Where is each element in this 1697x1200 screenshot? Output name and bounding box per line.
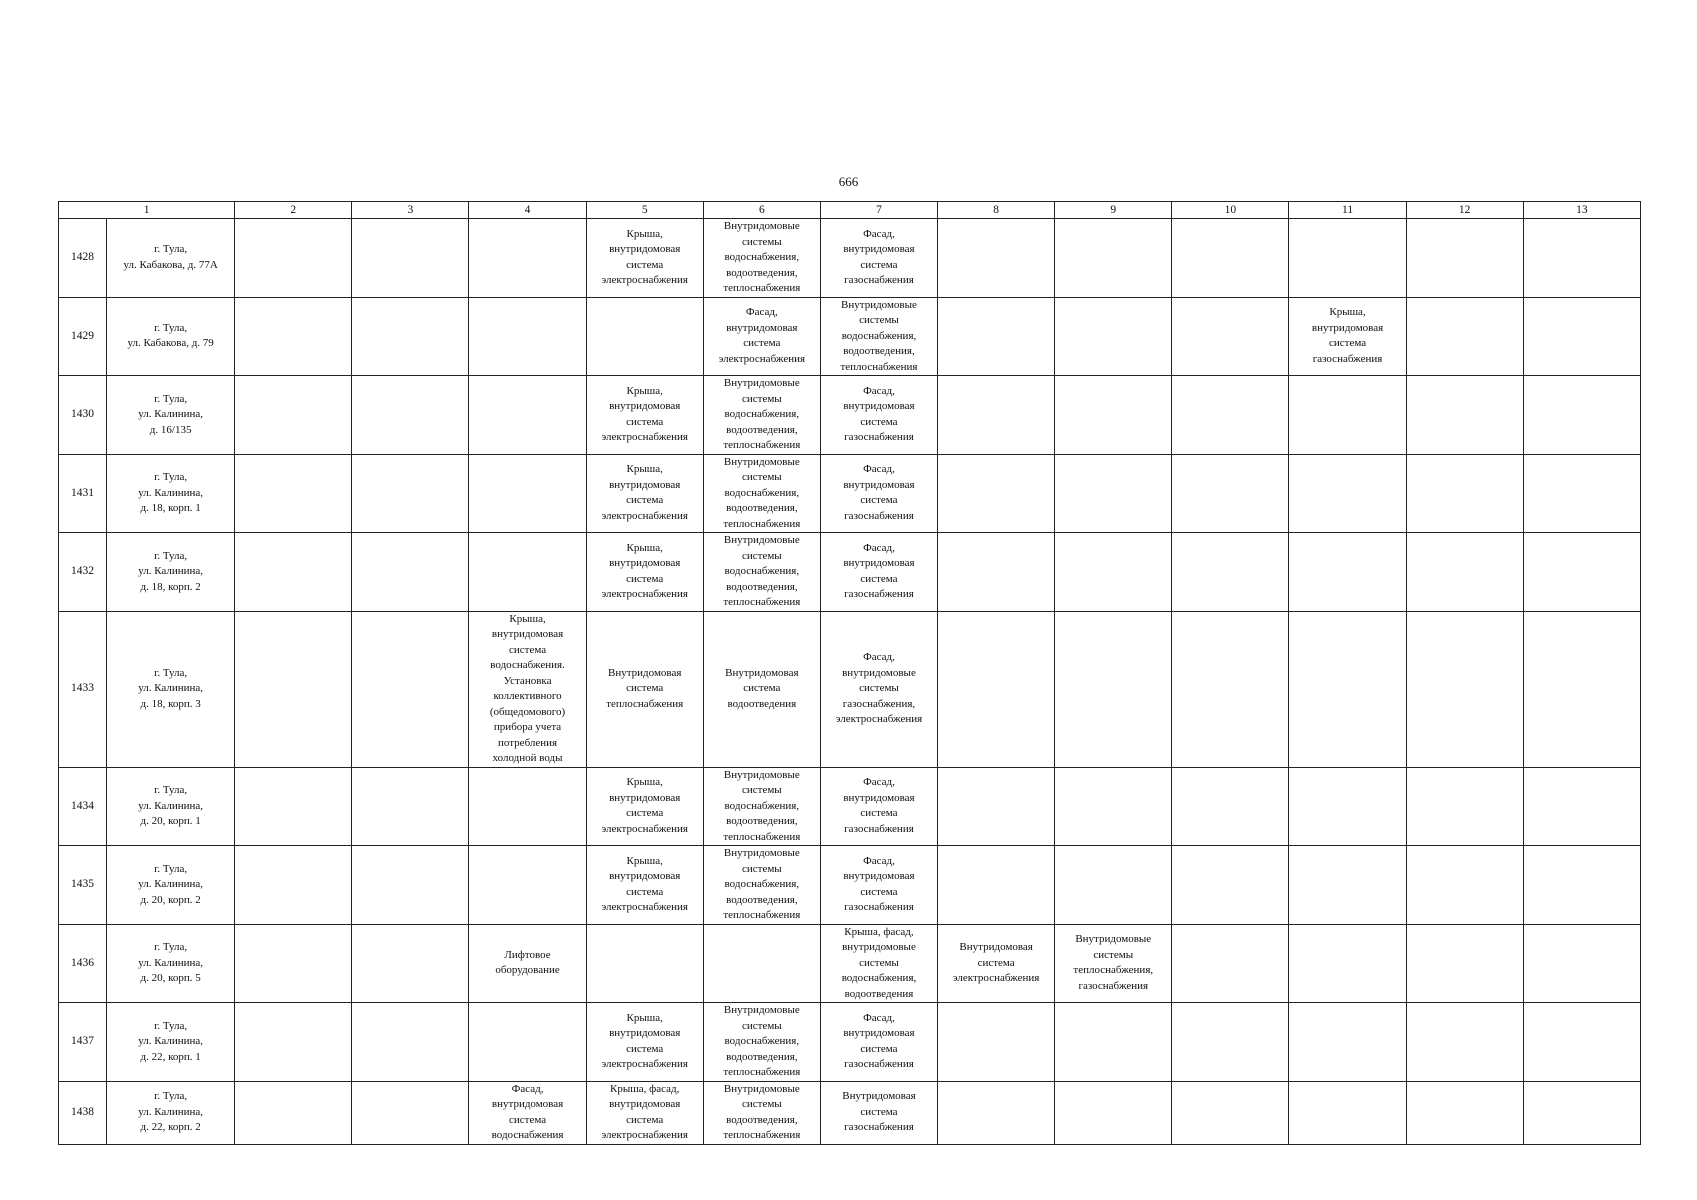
work-cell-13 <box>1523 611 1640 767</box>
work-cell-8 <box>938 454 1055 533</box>
row-number-cell: 1435 <box>59 846 107 925</box>
work-cell-2 <box>235 1081 352 1144</box>
work-cell-13 <box>1523 454 1640 533</box>
table-row <box>59 454 1641 533</box>
work-cell-4 <box>469 1003 586 1082</box>
work-cell-9 <box>1055 376 1172 455</box>
work-cell-12 <box>1406 1081 1523 1144</box>
work-cell-13 <box>1523 1081 1640 1144</box>
work-cell-5: Крыша, внутридомовая система электроснабжения <box>586 533 703 612</box>
column-header: 12 <box>1406 202 1523 219</box>
work-cell-10 <box>1172 1081 1289 1144</box>
work-cell-2 <box>235 924 352 1003</box>
work-cell-12 <box>1406 533 1523 612</box>
work-cell-6: Внутридомовые системы водоснабжения, водоотведения, теплоснабжения <box>703 767 820 846</box>
work-cell-7: Фасад, внутридомовая система газоснабжения <box>820 1003 937 1082</box>
work-cell-13 <box>1523 219 1640 298</box>
work-cell-2 <box>235 219 352 298</box>
work-cell-2 <box>235 376 352 455</box>
work-cell-11 <box>1289 376 1406 455</box>
work-cell-12 <box>1406 846 1523 925</box>
work-cell-7: Фасад, внутридомовая система газоснабжения <box>820 454 937 533</box>
work-cell-12 <box>1406 767 1523 846</box>
work-cell-4 <box>469 767 586 846</box>
column-header: 9 <box>1055 202 1172 219</box>
column-header: 4 <box>469 202 586 219</box>
work-cell-12 <box>1406 454 1523 533</box>
column-header: 11 <box>1289 202 1406 219</box>
work-cell-3 <box>352 219 469 298</box>
work-cell-3 <box>352 1003 469 1082</box>
work-cell-5: Крыша, внутридомовая система электроснабжения <box>586 846 703 925</box>
repair-schedule-table <box>58 201 1641 1145</box>
work-cell-9: Внутридомовые системы теплоснабжения, газоснабжения <box>1055 924 1172 1003</box>
work-cell-2 <box>235 846 352 925</box>
address-cell: г. Тула, ул. Калинина, д. 22, корп. 1 <box>107 1003 235 1082</box>
work-cell-8: Внутридомовая система электроснабжения <box>938 924 1055 1003</box>
column-header: 8 <box>938 202 1055 219</box>
table-row <box>59 767 1641 846</box>
work-cell-10 <box>1172 376 1289 455</box>
table-row <box>59 1003 1641 1082</box>
work-cell-4 <box>469 376 586 455</box>
work-cell-4 <box>469 533 586 612</box>
work-cell-5: Крыша, внутридомовая система электроснабжения <box>586 767 703 846</box>
work-cell-13 <box>1523 297 1640 376</box>
work-cell-3 <box>352 297 469 376</box>
work-cell-13 <box>1523 376 1640 455</box>
work-cell-13 <box>1523 1003 1640 1082</box>
work-cell-11 <box>1289 454 1406 533</box>
work-cell-13 <box>1523 533 1640 612</box>
table-row <box>59 219 1641 298</box>
work-cell-6: Внутридомовые системы водоотведения, теплоснабжения <box>703 1081 820 1144</box>
row-number-cell: 1434 <box>59 767 107 846</box>
work-cell-6: Внутридомовые системы водоснабжения, водоотведения, теплоснабжения <box>703 1003 820 1082</box>
table-row <box>59 1081 1641 1144</box>
work-cell-12 <box>1406 376 1523 455</box>
work-cell-2 <box>235 767 352 846</box>
work-cell-2 <box>235 297 352 376</box>
address-cell: г. Тула, ул. Калинина, д. 20, корп. 2 <box>107 846 235 925</box>
work-cell-3 <box>352 533 469 612</box>
work-cell-9 <box>1055 767 1172 846</box>
work-cell-9 <box>1055 454 1172 533</box>
address-cell: г. Тула, ул. Калинина, д. 20, корп. 5 <box>107 924 235 1003</box>
work-cell-9 <box>1055 533 1172 612</box>
work-cell-3 <box>352 611 469 767</box>
work-cell-12 <box>1406 219 1523 298</box>
work-cell-2 <box>235 454 352 533</box>
work-cell-9 <box>1055 297 1172 376</box>
work-cell-5 <box>586 924 703 1003</box>
work-cell-13 <box>1523 846 1640 925</box>
row-number-cell: 1428 <box>59 219 107 298</box>
column-header: 2 <box>235 202 352 219</box>
work-cell-2 <box>235 1003 352 1082</box>
work-cell-10 <box>1172 924 1289 1003</box>
work-cell-6: Внутридомовые системы водоснабжения, водоотведения, теплоснабжения <box>703 533 820 612</box>
work-cell-7: Фасад, внутридомовая система газоснабжения <box>820 376 937 455</box>
address-cell: г. Тула, ул. Калинина, д. 20, корп. 1 <box>107 767 235 846</box>
work-cell-2 <box>235 533 352 612</box>
work-cell-13 <box>1523 767 1640 846</box>
header-row <box>59 202 1641 219</box>
work-cell-10 <box>1172 219 1289 298</box>
work-cell-6: Внутридомовые системы водоснабжения, водоотведения, теплоснабжения <box>703 376 820 455</box>
row-number-cell: 1432 <box>59 533 107 612</box>
work-cell-8 <box>938 846 1055 925</box>
column-header: 6 <box>703 202 820 219</box>
column-header: 1 <box>59 202 235 219</box>
work-cell-12 <box>1406 1003 1523 1082</box>
work-cell-8 <box>938 533 1055 612</box>
work-cell-5: Крыша, фасад, внутридомовая система электроснабжения <box>586 1081 703 1144</box>
work-cell-6: Внутридомовые системы водоснабжения, водоотведения, теплоснабжения <box>703 846 820 925</box>
work-cell-10 <box>1172 1003 1289 1082</box>
address-cell: г. Тула, ул. Калинина, д. 18, корп. 1 <box>107 454 235 533</box>
work-cell-11 <box>1289 611 1406 767</box>
work-cell-4: Лифтовое оборудование <box>469 924 586 1003</box>
work-cell-9 <box>1055 1081 1172 1144</box>
work-cell-8 <box>938 297 1055 376</box>
work-cell-10 <box>1172 767 1289 846</box>
work-cell-6: Внутридомовые системы водоснабжения, водоотведения, теплоснабжения <box>703 219 820 298</box>
table-row <box>59 611 1641 767</box>
work-cell-9 <box>1055 611 1172 767</box>
row-number-cell: 1430 <box>59 376 107 455</box>
row-number-cell: 1429 <box>59 297 107 376</box>
work-cell-5: Крыша, внутридомовая система электроснабжения <box>586 219 703 298</box>
work-cell-3 <box>352 846 469 925</box>
work-cell-5: Крыша, внутридомовая система электроснабжения <box>586 376 703 455</box>
work-cell-7: Фасад, внутридомовая система газоснабжения <box>820 846 937 925</box>
work-cell-10 <box>1172 454 1289 533</box>
table-body <box>59 219 1641 1145</box>
column-header: 7 <box>820 202 937 219</box>
address-cell: г. Тула, ул. Калинина, д. 22, корп. 2 <box>107 1081 235 1144</box>
work-cell-12 <box>1406 611 1523 767</box>
column-header: 13 <box>1523 202 1640 219</box>
row-number-cell: 1436 <box>59 924 107 1003</box>
work-cell-3 <box>352 924 469 1003</box>
work-cell-10 <box>1172 533 1289 612</box>
work-cell-11 <box>1289 219 1406 298</box>
work-cell-5 <box>586 297 703 376</box>
work-cell-3 <box>352 454 469 533</box>
address-cell: г. Тула, ул. Калинина, д. 18, корп. 2 <box>107 533 235 612</box>
work-cell-8 <box>938 1003 1055 1082</box>
table-row <box>59 297 1641 376</box>
work-cell-6: Фасад, внутридомовая система электроснабжения <box>703 297 820 376</box>
work-cell-4: Крыша, внутридомовая система водоснабжения. Установка коллективного (общедомового) прибора учета потребления холодной воды <box>469 611 586 767</box>
work-cell-4 <box>469 846 586 925</box>
work-cell-2 <box>235 611 352 767</box>
work-cell-5: Внутридомовая система теплоснабжения <box>586 611 703 767</box>
column-header: 10 <box>1172 202 1289 219</box>
work-cell-11 <box>1289 1081 1406 1144</box>
page-number: 666 <box>838 174 859 189</box>
work-cell-4 <box>469 219 586 298</box>
address-cell: г. Тула, ул. Кабакова, д. 77А <box>107 219 235 298</box>
table-row <box>59 924 1641 1003</box>
work-cell-6 <box>703 924 820 1003</box>
work-cell-7: Крыша, фасад, внутридомовые системы водоснабжения, водоотведения <box>820 924 937 1003</box>
work-cell-12 <box>1406 924 1523 1003</box>
work-cell-8 <box>938 219 1055 298</box>
work-cell-11: Крыша, внутридомовая система газоснабжения <box>1289 297 1406 376</box>
column-header: 3 <box>352 202 469 219</box>
work-cell-7: Внутридомовая система газоснабжения <box>820 1081 937 1144</box>
row-number-cell: 1433 <box>59 611 107 767</box>
work-cell-10 <box>1172 846 1289 925</box>
table-row <box>59 533 1641 612</box>
address-cell: г. Тула, ул. Калинина, д. 18, корп. 3 <box>107 611 235 767</box>
work-cell-4 <box>469 297 586 376</box>
work-cell-11 <box>1289 1003 1406 1082</box>
work-cell-4: Фасад, внутридомовая система водоснабжения <box>469 1081 586 1144</box>
work-cell-10 <box>1172 297 1289 376</box>
work-cell-7: Внутридомовые системы водоснабжения, водоотведения, теплоснабжения <box>820 297 937 376</box>
work-cell-9 <box>1055 846 1172 925</box>
work-cell-5: Крыша, внутридомовая система электроснабжения <box>586 1003 703 1082</box>
table-row <box>59 846 1641 925</box>
work-cell-5: Крыша, внутридомовая система электроснабжения <box>586 454 703 533</box>
work-cell-6: Внутридомовые системы водоснабжения, водоотведения, теплоснабжения <box>703 454 820 533</box>
row-number-cell: 1438 <box>59 1081 107 1144</box>
table-row <box>59 376 1641 455</box>
row-number-cell: 1437 <box>59 1003 107 1082</box>
column-header: 5 <box>586 202 703 219</box>
work-cell-6: Внутридомовая система водоотведения <box>703 611 820 767</box>
work-cell-12 <box>1406 297 1523 376</box>
work-cell-10 <box>1172 611 1289 767</box>
work-cell-7: Фасад, внутридомовые системы газоснабжения, электроснабжения <box>820 611 937 767</box>
work-cell-3 <box>352 1081 469 1144</box>
row-number-cell: 1431 <box>59 454 107 533</box>
work-cell-8 <box>938 376 1055 455</box>
work-cell-9 <box>1055 1003 1172 1082</box>
work-cell-3 <box>352 767 469 846</box>
work-cell-8 <box>938 611 1055 767</box>
address-cell: г. Тула, ул. Кабакова, д. 79 <box>107 297 235 376</box>
work-cell-7: Фасад, внутридомовая система газоснабжения <box>820 219 937 298</box>
work-cell-11 <box>1289 533 1406 612</box>
work-cell-7: Фасад, внутридомовая система газоснабжения <box>820 533 937 612</box>
work-cell-9 <box>1055 219 1172 298</box>
work-cell-13 <box>1523 924 1640 1003</box>
work-cell-8 <box>938 1081 1055 1144</box>
work-cell-11 <box>1289 924 1406 1003</box>
work-cell-4 <box>469 454 586 533</box>
work-cell-8 <box>938 767 1055 846</box>
work-cell-3 <box>352 376 469 455</box>
work-cell-7: Фасад, внутридомовая система газоснабжения <box>820 767 937 846</box>
work-cell-11 <box>1289 846 1406 925</box>
address-cell: г. Тула, ул. Калинина, д. 16/135 <box>107 376 235 455</box>
work-cell-11 <box>1289 767 1406 846</box>
